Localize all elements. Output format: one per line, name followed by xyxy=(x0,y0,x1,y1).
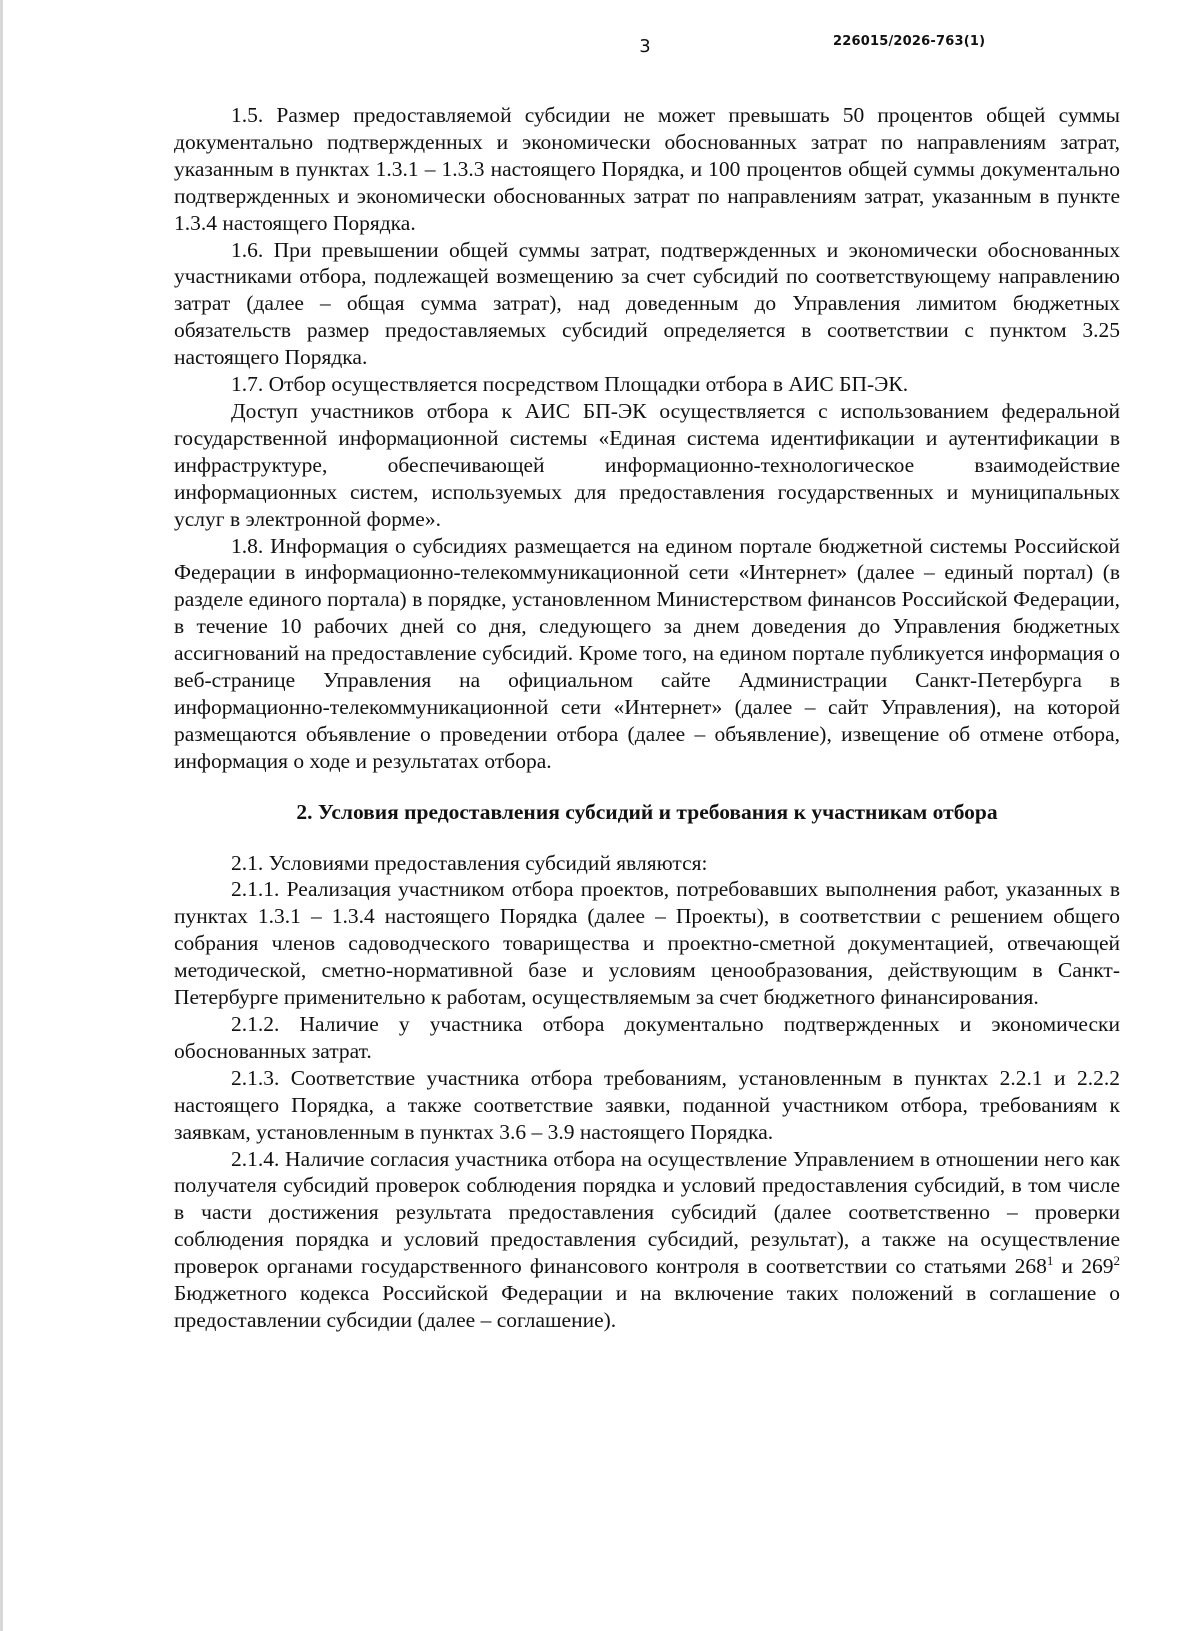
paragraph-2-1-1: 2.1.1. Реализация участником отбора проектов, потребовавших выполнения работ, указанных в пунктах 1.3.1 – 1.3.4 настоящего Порядка (далее – Проекты), в соответствии с решением общего собрания членов садоводческого товарищества и проектно-сметной документацией, отвечающей методической, сметно-нормативной базе и условиям ценообразования, действующим в Санкт-Петербурге применительно к работам, осуществляемым за счет бюджетного финансирования. xyxy=(174,877,1120,1010)
paragraph-2-1: 2.1. Условиями предоставления субсидий являются: xyxy=(231,850,708,875)
paragraph-1-5: 1.5. Размер предоставляемой субсидии не может превышать 50 процентов общей суммы документально подтвержденных и экономически обоснованных затрат по направлениям затрат, указанным в пунктах 1.3.1 – 1.3.3 настоящего Порядка, и 100 процентов общей суммы документально подтвержденных и экономически обоснованных затрат по направлениям затрат, указанным в пункте 1.3.4 настоящего Порядка. xyxy=(174,103,1120,235)
paragraph-2-1-4-text-b: и 269 xyxy=(1053,1254,1114,1279)
paragraph-1-7: 1.7. Отбор осуществляется посредством Площадки отбора в АИС БП-ЭК. xyxy=(231,372,909,397)
paragraph-2-1-4-text-a: 2.1.4. Наличие согласия участника отбора на осуществление Управлением в отношении него как получателя субсидий проверок соблюдения порядка и условий предоставления субсидий, в том числе в части достижения результата предоставления субсидий (далее соответственно – проверки соблюдения порядка и условий предоставления субсидий, результат), а также на осуществление проверок органами государственного финансового контроля в соответствии со статьями 268 xyxy=(174,1146,1120,1279)
document-id: 226015/2026-763(1) xyxy=(833,34,986,49)
superscript-2: 2 xyxy=(1113,1253,1120,1268)
paragraph-2-1-4-text-c: Бюджетного кодекса Российской Федерации и на включение таких положений в соглашение о предоставлении субсидии (далее – соглашение). xyxy=(174,1281,1120,1332)
paragraph-2-1-2: 2.1.2. Наличие у участника отбора документально подтвержденных и экономически обоснованных затрат. xyxy=(174,1012,1120,1063)
paragraph-1-6: 1.6. При превышении общей суммы затрат, подтвержденных и экономически обоснованных участниками отбора, подлежащей возмещению за счет субсидий по соответствующему направлению затрат (далее – общая сумма затрат), над доведенным до Управления лимитом бюджетных обязательств размер предоставляемых субсидий определяется в соответствии с пунктом 3.25 настоящего Порядка. xyxy=(174,237,1120,370)
paragraph-2-1-3: 2.1.3. Соответствие участника отбора требованиям, установленным в пунктах 2.2.1 и 2.2.2 настоящего Порядка, а также соответствие заявки, поданной участником отбора, требованиям к заявкам, установленным в пунктах 3.6 – 3.9 настоящего Порядка. xyxy=(174,1065,1120,1144)
document-body xyxy=(174,102,1120,1334)
superscript-1: 1 xyxy=(1046,1253,1054,1268)
paragraph-1-8: 1.8. Информация о субсидиях размещается на едином портале бюджетной системы Российской Федерации в информационно-телекоммуникационной сети «Интернет» (далее – единый портал) (в разделе единого портала) в порядке, установленном Министерством финансов Российской Федерации, в течение 10 рабочих дней со дня, следующего за днем доведения до Управления бюджетных ассигнований на предоставление субсидий. Кроме того, на едином портале публикуется информация о веб-странице Управления на официальном сайте Администрации Санкт-Петербурга в информационно-телекоммуникационной сети «Интернет» (далее – сайт Управления), на которой размещаются объявление о проведении отбора (далее – объявление), извещение об отмене отбора, информация о ходе и результатах отбора. xyxy=(174,533,1120,773)
paragraph-access: Доступ участников отбора к АИС БП-ЭК осуществляется с использованием федеральной государственной информационной системы «Единая система идентификации и аутентификации в инфраструктуре, обеспечивающей информационно-технологическое взаимодействие информационных систем, используемых для предоставления государственных и муниципальных услуг в электронной форме». xyxy=(174,398,1120,531)
paragraph-2-1-4 xyxy=(174,1146,1120,1334)
page-number: 3 xyxy=(639,36,651,57)
section-heading: 2. Условия предоставления субсидий и требования к участникам отбора xyxy=(296,799,998,824)
scan-edge xyxy=(0,0,3,1631)
